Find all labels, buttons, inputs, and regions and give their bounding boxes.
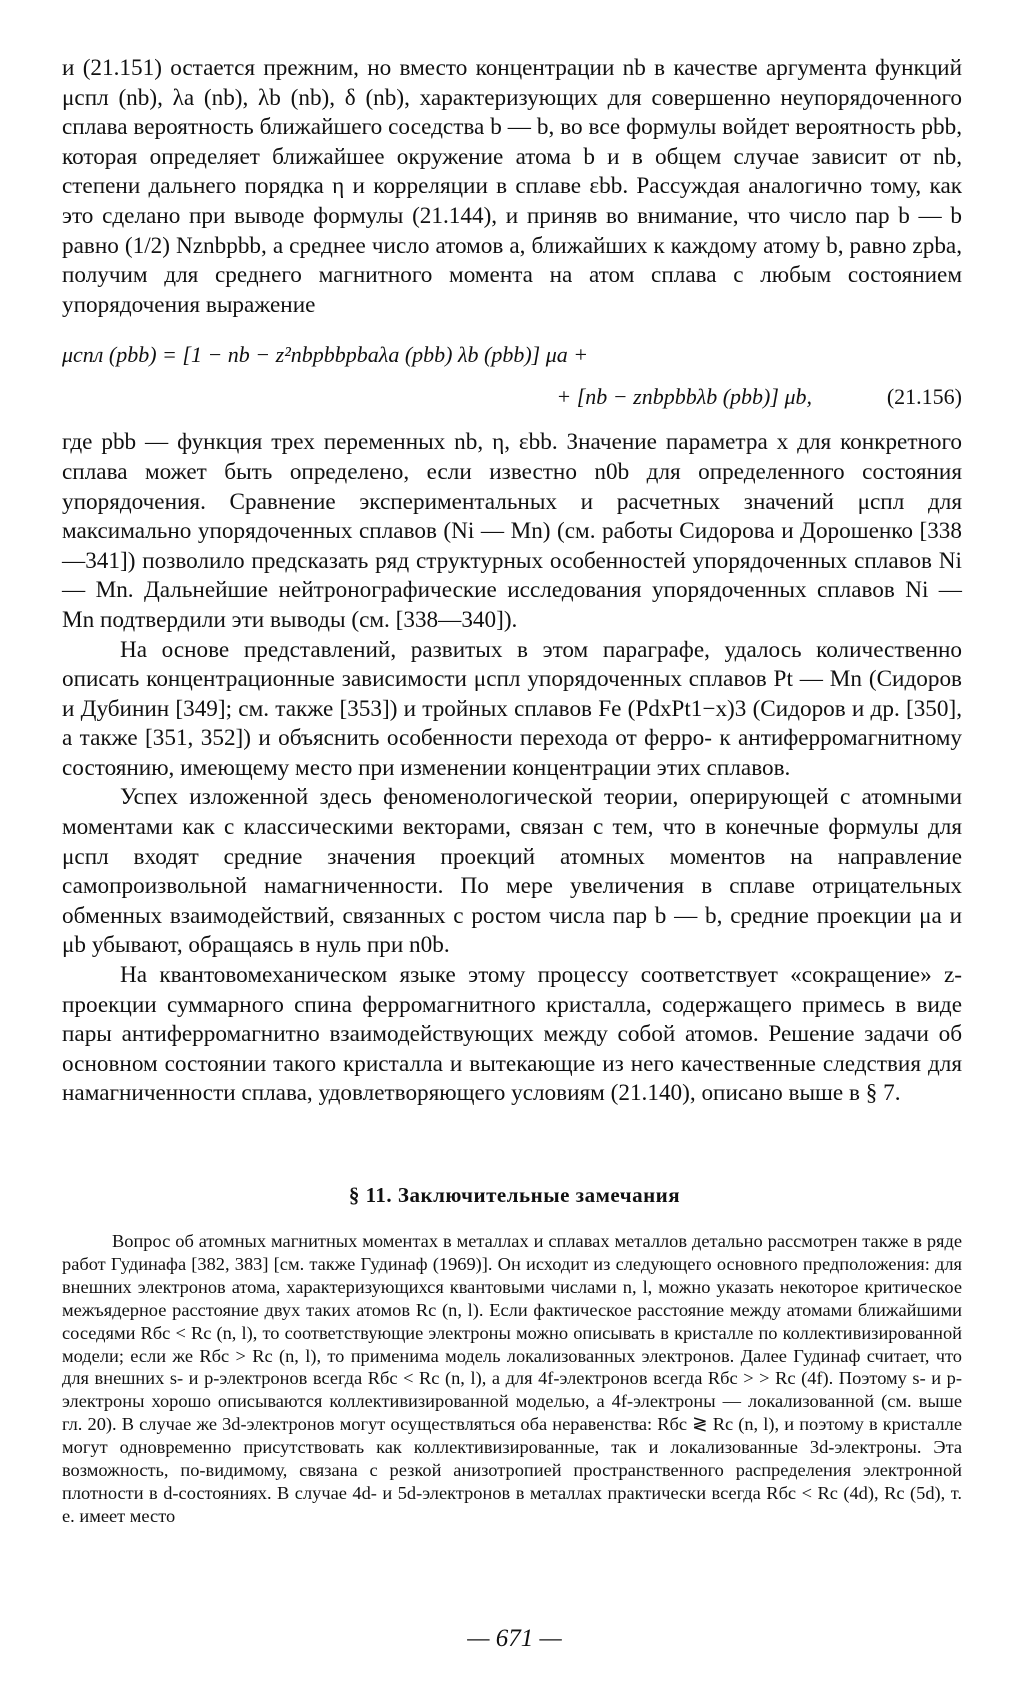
paragraph-1: и (21.151) остается прежним, но вместо концентрации nb в качестве аргумента функций μспл (nb), λa (nb), λb (nb), δ (nb), характеризующих для совершенно неупорядоченного сплава вероятность ближайшего соседства b — b, во все формулы войдет вероятность pbb, которая определяет ближайшее окружение атома b и в общем случае зависит от nb, степени дальнего порядка η и корреляции в сплаве εbb. Рассуждая аналогично тому, как это сделано при выводе формулы (21.144), и приняв во внимание, что число пар b — b равно (1/2) Nznbpbb, а среднее число атомов a, ближайших к каждому атому b, равно zpba, получим для среднего магнитного момента на атом сплава с любым состоянием упорядочения выражение [62,55,962,318]
paragraph-4: Успех изложенной здесь феноменологической теории, оперирующей с атомными моментами как с классическими векторами, связан с тем, что в конечные формулы для μспл входят средние значения проекций атомных моментов на направление самопроизвольной намагниченности. По мере увеличения в сплаве отрицательных обменных взаимодействий, связанных с ростом числа пар b — b, средние проекции μa и μb убывают, обращаясь в нуль при n0b. [62,784,962,959]
page-number: — 671 — [467,1625,562,1652]
small-print-text [62,1230,962,1528]
paragraph-2: где pbb — функция трех переменных nb, η, εbb. Значение параметра x для конкретного сплава может быть определено, если известно n0b для определенного состояния упорядочения. Сравнение экспериментальных и расчетных значений μспл для максимально упорядоченных сплавов (Ni — Mn) (см. работы Сидорова и Дорошенко [338—341]) позволило предсказать ряд структурных особенностей упорядоченных сплавов Ni — Mn. Дальнейшие нейтронографические исследования упорядоченных сплавов Ni — Mn подтвердили эти выводы (см. [338—340]). [62,429,962,633]
formula-number: (21.156) [886,384,962,410]
formula-line-1: μспл (pbb) = [1 − nb − z²nbpbbpbaλa (pbb) λb (pbb)] μa + [62,342,589,368]
paragraph-5: На квантовомеханическом языке этому процессу соответствует «сокращение» z-проекции суммарного спина ферромагнитного кристалла, содержащего примесь в виде пары антиферромагнитно взаимодействующих между собой атомов. Решение задачи об основном состоянии такого кристалла и вытекающие из него качественные следствия для намагниченности сплава, удовлетворяющего условиям (21.140), описано выше в § 7. [62,962,962,1107]
formula-line-2: + [nb − znbpbbλb (pbb)] μb, [556,384,812,410]
small-paragraph: Вопрос об атомных магнитных моментах в металлах и сплавах металлов детально рассмотрен также в ряде работ Гудинафа [382, 383] [см. также Гудинаф (1969)]. Он исходит из следующего основного предположения: для внешних электронов атома, характеризующихся квантовыми числами n, l, можно указать некоторое критическое межъядерное расстояние двух таких атомов Rc (n, l). Если фактическое расстояние между атомами ближайшими соседями Rбс < Rc (n, l), то соответствующие электроны можно описывать в кристалле по коллективизированной модели; если же Rбс > Rc (n, l), то применима модель локализованных электронов. Далее Гудинаф считает, что для внешних s- и p-электронов всегда Rбс < Rc (n, l), а для 4f-электронов всегда Rбс > > Rc (4f). Поэтому s- и p-электроны хорошо описываются коллективизированной моделью, а 4f-электроны — локализованной (см. выше гл. 20). В случае же 3d-электронов могут осуществляться оба неравенства: Rбс ≷ Rc (n, l), и поэтому в кристалле могут одновременно присутствовать как коллективизированные, так и локализованные 3d-электроны. Эта возможность, по-видимому, связана с резкой анизотропией пространственного распределения электронной плотности в d-состояниях. В случае 4d- и 5d-электронов в металлах практически всегда Rбс < Rc (4d), Rc (5d), т. е. имеет место [62,1231,962,1526]
main-text [62,54,962,1109]
paragraph-3: На основе представлений, развитых в этом параграфе, удалось количественно описать концентрационные зависимости μспл упорядоченных сплавов Pt — Mn (Сидоров и Дубинин [349]; см. также [353]) и тройных сплавов Fe (PdxPt1−x)3 (Сидоров и др. [350], а также [351, 352]) и объяснить особенности перехода от ферро- к антиферромагнитному состоянию, имеющему место при изменении концентрации этих сплавов. [62,636,962,781]
formula-21-156 [62,334,962,422]
section-heading: § 11. Заключительные замечания [348,1183,681,1207]
